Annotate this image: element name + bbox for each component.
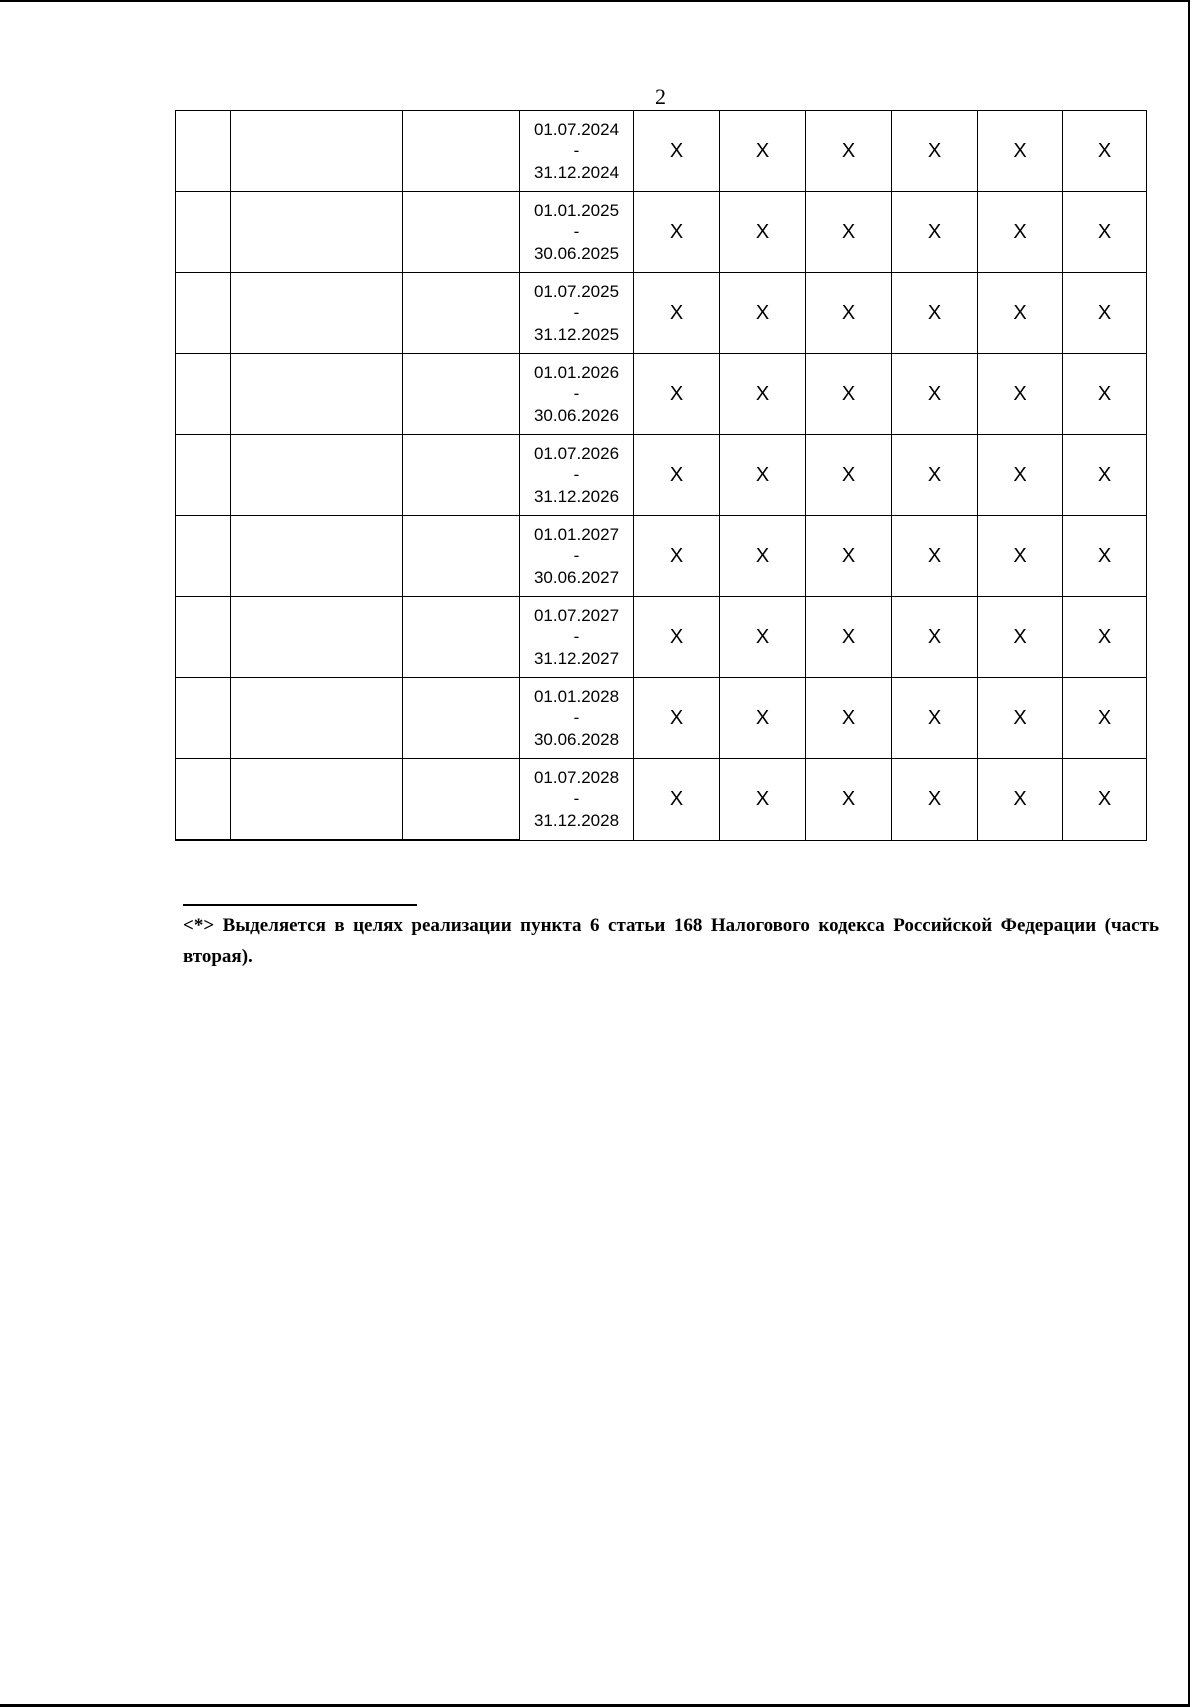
table-row bbox=[176, 597, 1147, 678]
x-mark-cell: X bbox=[634, 111, 720, 192]
x-mark-cell: X bbox=[806, 759, 892, 841]
x-mark-cell: X bbox=[634, 516, 720, 597]
period-dash: - bbox=[573, 708, 580, 727]
period-start: 01.07.2027 bbox=[533, 606, 620, 625]
x-mark-cell: X bbox=[806, 111, 892, 192]
blank-cell bbox=[403, 111, 520, 192]
x-mark-cell: X bbox=[806, 192, 892, 273]
period-cell bbox=[520, 111, 634, 192]
table-row bbox=[176, 678, 1147, 759]
period-dash: - bbox=[573, 465, 580, 484]
page-border-top bbox=[0, 0, 1190, 2]
x-mark-cell: X bbox=[892, 192, 978, 273]
blank-cell bbox=[231, 111, 403, 192]
blank-cell bbox=[403, 678, 520, 759]
period-cell bbox=[520, 759, 634, 841]
x-mark-cell: X bbox=[1063, 273, 1147, 354]
blank-cell bbox=[176, 354, 231, 435]
blank-cell bbox=[403, 435, 520, 516]
x-mark-cell: X bbox=[634, 678, 720, 759]
footnote-text: <*> Выделяется в целях реализации пункта 6 статьи 168 Налогового кодекса Российской Федерации (часть вторая). bbox=[183, 915, 1159, 967]
period-end: 30.06.2028 bbox=[533, 730, 620, 749]
period-cell bbox=[520, 435, 634, 516]
x-mark-cell: X bbox=[806, 435, 892, 516]
period-dash: - bbox=[573, 384, 580, 403]
x-mark-cell: X bbox=[720, 435, 806, 516]
x-mark-cell: X bbox=[892, 111, 978, 192]
x-mark-cell: X bbox=[978, 759, 1063, 841]
period-dash: - bbox=[573, 141, 580, 160]
blank-cell bbox=[231, 597, 403, 678]
x-mark-cell: X bbox=[892, 435, 978, 516]
x-mark-cell: X bbox=[978, 354, 1063, 435]
table-row bbox=[176, 516, 1147, 597]
x-mark-cell: X bbox=[892, 759, 978, 841]
period-start: 01.07.2025 bbox=[533, 282, 620, 301]
x-mark-cell: X bbox=[1063, 759, 1147, 841]
period-cell bbox=[520, 273, 634, 354]
period-end: 31.12.2024 bbox=[533, 163, 620, 182]
x-mark-cell: X bbox=[978, 111, 1063, 192]
period-start: 01.07.2024 bbox=[533, 120, 620, 139]
period-table bbox=[175, 110, 1147, 841]
blank-cell bbox=[176, 192, 231, 273]
blank-cell bbox=[176, 597, 231, 678]
blank-cell bbox=[176, 111, 231, 192]
period-start: 01.07.2026 bbox=[533, 444, 620, 463]
blank-cell bbox=[176, 678, 231, 759]
x-mark-cell: X bbox=[892, 354, 978, 435]
x-mark-cell: X bbox=[978, 678, 1063, 759]
period-cell bbox=[520, 354, 634, 435]
x-mark-cell: X bbox=[634, 597, 720, 678]
x-mark-cell: X bbox=[978, 597, 1063, 678]
page-border-right bbox=[1188, 0, 1190, 1707]
x-mark-cell: X bbox=[634, 435, 720, 516]
period-dash: - bbox=[573, 789, 580, 809]
x-mark-cell: X bbox=[634, 354, 720, 435]
table-row bbox=[176, 435, 1147, 516]
table-row bbox=[176, 354, 1147, 435]
period-end: 31.12.2027 bbox=[533, 649, 620, 668]
x-mark-cell: X bbox=[806, 597, 892, 678]
period-end: 30.06.2026 bbox=[533, 406, 620, 425]
x-mark-cell: X bbox=[1063, 435, 1147, 516]
period-cell bbox=[520, 678, 634, 759]
period-cell bbox=[520, 516, 634, 597]
blank-cell bbox=[403, 516, 520, 597]
x-mark-cell: X bbox=[806, 678, 892, 759]
x-mark-cell: X bbox=[1063, 192, 1147, 273]
page-number: 2 bbox=[655, 84, 666, 109]
x-mark-cell: X bbox=[634, 759, 720, 841]
blank-cell bbox=[231, 192, 403, 273]
period-end: 31.12.2028 bbox=[533, 811, 620, 831]
blank-cell bbox=[231, 759, 403, 841]
x-mark-cell: X bbox=[806, 354, 892, 435]
x-mark-cell: X bbox=[1063, 354, 1147, 435]
x-mark-cell: X bbox=[720, 759, 806, 841]
x-mark-cell: X bbox=[720, 678, 806, 759]
x-mark-cell: X bbox=[978, 273, 1063, 354]
x-mark-cell: X bbox=[806, 516, 892, 597]
blank-cell bbox=[176, 435, 231, 516]
period-cell bbox=[520, 192, 634, 273]
x-mark-cell: X bbox=[720, 354, 806, 435]
x-mark-cell: X bbox=[892, 597, 978, 678]
blank-cell bbox=[403, 354, 520, 435]
blank-cell bbox=[231, 354, 403, 435]
blank-cell bbox=[231, 678, 403, 759]
period-dash: - bbox=[573, 303, 580, 322]
x-mark-cell: X bbox=[1063, 516, 1147, 597]
period-end: 30.06.2025 bbox=[533, 244, 620, 263]
x-mark-cell: X bbox=[720, 192, 806, 273]
x-mark-cell: X bbox=[892, 516, 978, 597]
x-mark-cell: X bbox=[720, 597, 806, 678]
period-dash: - bbox=[573, 222, 580, 241]
period-table-body bbox=[176, 111, 1147, 841]
blank-cell bbox=[176, 759, 231, 841]
blank-cell bbox=[403, 759, 520, 841]
blank-cell bbox=[403, 192, 520, 273]
x-mark-cell: X bbox=[720, 273, 806, 354]
footnote-separator bbox=[183, 904, 417, 906]
table-row bbox=[176, 192, 1147, 273]
blank-cell bbox=[231, 435, 403, 516]
table-row bbox=[176, 759, 1147, 841]
x-mark-cell: X bbox=[720, 516, 806, 597]
table-row bbox=[176, 111, 1147, 192]
x-mark-cell: X bbox=[720, 111, 806, 192]
period-start: 01.01.2028 bbox=[533, 687, 620, 706]
blank-cell bbox=[231, 273, 403, 354]
x-mark-cell: X bbox=[634, 273, 720, 354]
period-cell bbox=[520, 597, 634, 678]
blank-cell bbox=[231, 516, 403, 597]
period-dash: - bbox=[573, 546, 580, 565]
x-mark-cell: X bbox=[892, 273, 978, 354]
x-mark-cell: X bbox=[978, 516, 1063, 597]
x-mark-cell: X bbox=[978, 435, 1063, 516]
x-mark-cell: X bbox=[1063, 597, 1147, 678]
period-end: 31.12.2025 bbox=[533, 325, 620, 344]
x-mark-cell: X bbox=[892, 678, 978, 759]
x-mark-cell: X bbox=[1063, 111, 1147, 192]
x-mark-cell: X bbox=[634, 192, 720, 273]
blank-cell bbox=[403, 597, 520, 678]
period-end: 30.06.2027 bbox=[533, 568, 620, 587]
period-start: 01.01.2025 bbox=[533, 201, 620, 220]
x-mark-cell: X bbox=[1063, 678, 1147, 759]
table-row bbox=[176, 273, 1147, 354]
period-end: 31.12.2026 bbox=[533, 487, 620, 506]
period-start: 01.07.2028 bbox=[533, 768, 620, 788]
blank-cell bbox=[403, 273, 520, 354]
period-dash: - bbox=[573, 627, 580, 646]
blank-cell bbox=[176, 273, 231, 354]
period-start: 01.01.2026 bbox=[533, 363, 620, 382]
period-start: 01.01.2027 bbox=[533, 525, 620, 544]
blank-cell bbox=[176, 516, 231, 597]
x-mark-cell: X bbox=[978, 192, 1063, 273]
x-mark-cell: X bbox=[806, 273, 892, 354]
